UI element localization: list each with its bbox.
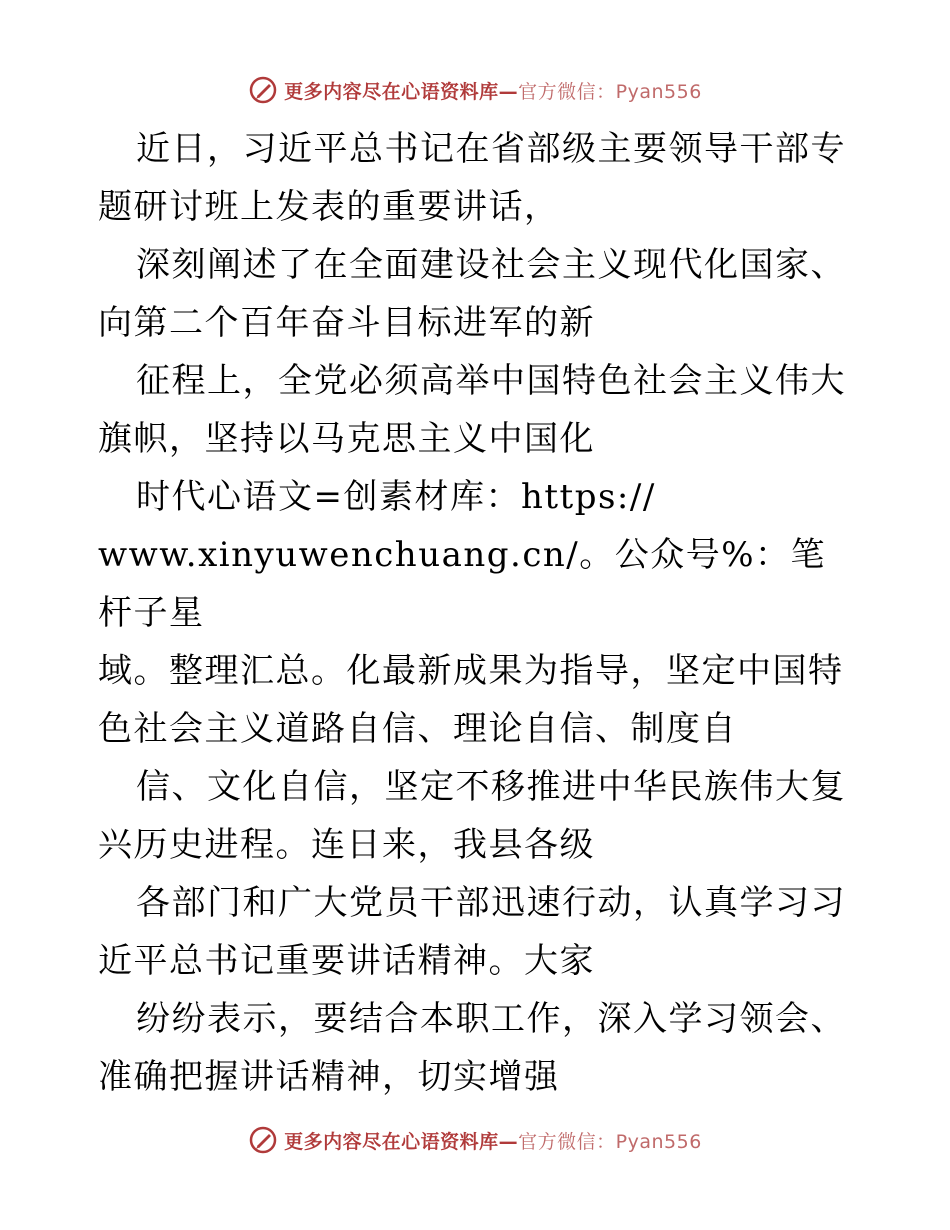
paragraph: 征程上，全党必须高举中国特色社会主义伟大旗帜，坚持以马克思主义中国化: [98, 361, 846, 459]
paragraph: www.xinyuwenchuang.cn/。公众号%：笔杆子星: [98, 535, 827, 633]
paragraph: 近日，习近平总书记在省部级主要领导干部专题研讨班上发表的重要讲话，: [98, 129, 846, 227]
paragraph: 时代心语文=创素材库：https://: [136, 477, 656, 517]
banner-brand-text: 更多内容尽在心语资料库—: [284, 1130, 519, 1153]
paragraph: 深刻阐述了在全面建设社会主义现代化国家、向第二个百年奋斗目标进军的新: [98, 245, 846, 343]
paragraph: 信、文化自信，坚定不移推进中华民族伟大复兴历史进程。连日来，我县各级: [98, 767, 846, 865]
banner-brand-text: 更多内容尽在心语资料库—: [284, 80, 519, 103]
footer-banner: [0, 1120, 950, 1160]
banner-wechat-text: 官方微信：Pyan556: [518, 1130, 702, 1153]
header-banner: [0, 70, 950, 110]
document-body: [98, 120, 858, 1106]
quill-logo-icon: [248, 75, 278, 105]
quill-logo-icon: [248, 1125, 278, 1155]
banner-wechat-text: 官方微信：Pyan556: [518, 80, 702, 103]
paragraph: 域。整理汇总。化最新成果为指导，坚定中国特色社会主义道路自信、理论自信、制度自: [98, 651, 844, 749]
paragraph: 纷纷表示，要结合本职工作，深入学习领会、准确把握讲话精神，切实增强: [98, 999, 846, 1097]
paragraph: 各部门和广大党员干部迅速行动，认真学习习近平总书记重要讲话精神。大家: [98, 883, 846, 981]
